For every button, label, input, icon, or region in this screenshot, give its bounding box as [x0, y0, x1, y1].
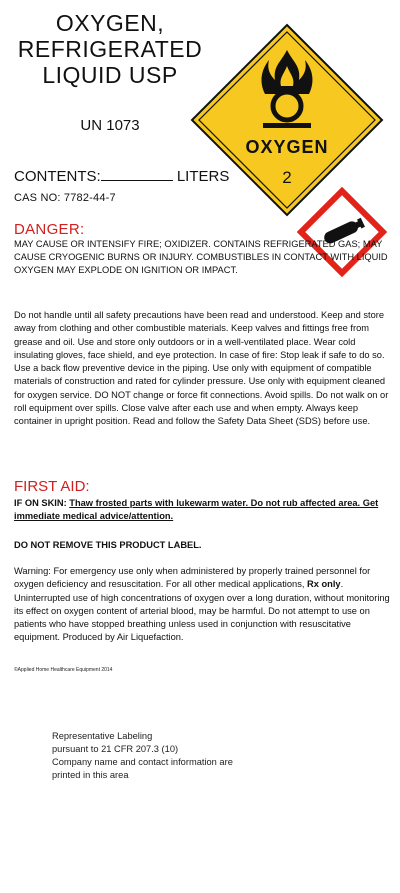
first-aid-heading: FIRST AID: [14, 478, 90, 495]
skin-label: IF ON SKIN: [14, 498, 67, 508]
warning-paragraph [14, 565, 394, 645]
placard-class: 2 [282, 168, 292, 187]
copyright: ©Applied Home Healthcare Equipment 2014 [14, 667, 113, 673]
product-title-line1: OXYGEN, [55, 10, 165, 36]
product-title-line3: LIQUID USP [42, 62, 178, 88]
precautionary-statements: Do not handle until all safety precautions have been read and understood. Keep and store away from clothing and other combustible materials. Keep valves and fittings free from grease and oil. Use and store only outdoors or in a well-ventilated place. Wear cold insulating gloves, face shield, and eye protection. In case of fire: Stop leak if safe to do so. Use a back flow preventive device in the piping. Use only with equipment of compatible materials of construction and rated for cylinder pressure. Use only with equipment cleaned for oxygen service. DO NOT change or force fit connections. Avoid spills. Do not walk on or roll equipment over spills. Close valve after each use and when empty. Always keep container in upright position. Read and follow the Safety Data Sheet (SDS) before use. [14, 310, 389, 427]
rep-line1: Representative Labeling [52, 731, 153, 741]
product-title-line2: REFRIGERATED [17, 36, 203, 62]
do-not-remove-notice: DO NOT REMOVE THIS PRODUCT LABEL. [14, 540, 202, 550]
contents-unit: LITERS [176, 168, 230, 185]
rep-line2: pursuant to 21 CFR 207.3 (10) [52, 744, 179, 754]
danger-heading: DANGER: [14, 221, 85, 238]
contents-label: CONTENTS: [14, 168, 101, 185]
product-title [0, 10, 220, 88]
skin-instructions: Thaw frosted parts with lukewarm water. Do not rub affected area. Get immediate medical advice/attention. [14, 498, 379, 522]
first-aid-skin [14, 497, 394, 524]
placard-word: OXYGEN [245, 137, 329, 157]
rep-line4: printed in this area [52, 770, 129, 780]
danger-statement: MAY CAUSE OR INTENSIFY FIRE; OXIDIZER. CONTAINS REFRIGERATED GAS; MAY CAUSE CRYOGENIC BURNS OR INJURY. COMBUSTIBLES IN CONTACT WITH LIQUID OXYGEN MAY EXPLODE ON IGNITION OR IMPACT. [14, 239, 388, 275]
un-number: UN 1073 [80, 117, 140, 134]
rep-line3: Company name and contact information are [52, 757, 233, 767]
warning-part1: Warning: For emergency use only when administered by properly trained personnel for oxygen deficiency and resuscitation. For all other medical applications, [14, 566, 371, 590]
warning-part2: . Uninterrupted use of high concentrations of oxygen over a long duration, without monitoring its effect on oxygen content of arterial blood, may be harmful. Do not attempt to use on patients who have stopped breathing unless used in conjunction with resuscitative equipment. Produced by Air Liquefaction. [14, 579, 390, 643]
representative-labeling [52, 730, 352, 782]
rx-only: Rx only [307, 579, 341, 590]
cas-number: CAS NO: 7782-44-7 [14, 192, 116, 204]
contents-blank [101, 168, 173, 181]
contents-line [14, 168, 229, 185]
